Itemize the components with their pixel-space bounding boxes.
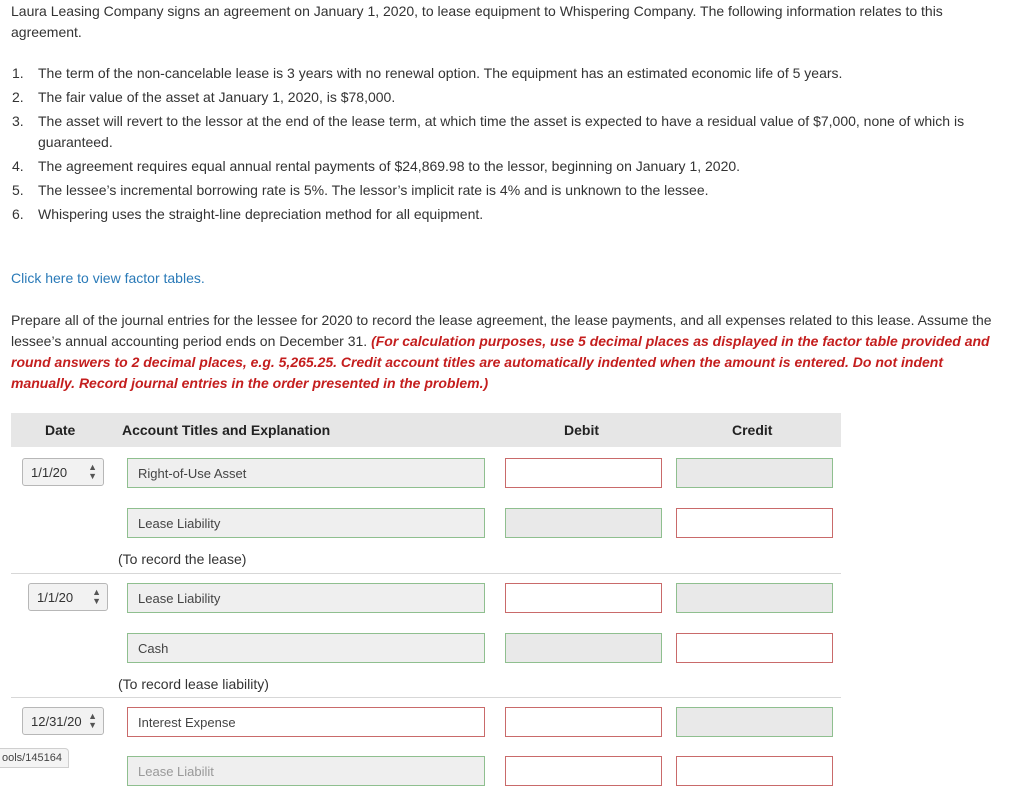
debit-amount-input[interactable] (505, 508, 662, 538)
instructions (11, 310, 1006, 394)
date-value: 12/31/20 (31, 714, 82, 729)
list-item (12, 87, 1002, 108)
select-arrows-icon: ▲ ▼ (88, 462, 97, 481)
list-item (12, 204, 1002, 225)
instructions-text: Prepare all of the journal entries for the lessee for 2020 to record the lease agreement, the lease payments, and all expenses related to this lease. Assume the lessee’s annual accounting period ends on December 31. (11, 312, 992, 349)
item-number: 2. (12, 89, 24, 105)
item-text: Whispering uses the straight-line depreciation method for all equipment. (38, 206, 484, 222)
item-text: The asset will revert to the lessor at the end of the lease term, at which time the asset is expected to have a residual value of $7,000, none of which is guaranteed. (38, 113, 965, 150)
debit-account-input[interactable]: Right-of-Use Asset (127, 458, 485, 488)
list-item (12, 156, 1002, 177)
date-value: 1/1/20 (37, 590, 74, 605)
header-date: Date (45, 422, 76, 438)
list-item (12, 63, 1002, 84)
journal-table-header (11, 413, 841, 447)
debit-account-input[interactable]: Interest Expense (127, 707, 485, 737)
item-number: 6. (12, 206, 24, 222)
debit-amount-input[interactable] (505, 583, 662, 613)
facts-list (12, 63, 1002, 228)
list-item (12, 180, 1002, 201)
credit-amount-input[interactable] (676, 458, 833, 488)
credit-amount-input[interactable] (676, 633, 833, 663)
date-select[interactable] (28, 583, 108, 611)
item-number: 3. (12, 113, 24, 129)
item-text: The fair value of the asset at January 1, 2020, is $78,000. (38, 89, 396, 105)
item-number: 1. (12, 65, 24, 81)
entry-explanation: (To record the lease) (118, 551, 247, 567)
debit-amount-input[interactable] (505, 458, 662, 488)
credit-account-input[interactable]: Lease Liability (127, 508, 485, 538)
credit-amount-input[interactable] (676, 583, 833, 613)
item-number: 4. (12, 158, 24, 174)
header-credit: Credit (732, 422, 773, 438)
list-item (12, 111, 1002, 153)
item-number: 5. (12, 182, 24, 198)
date-select[interactable] (22, 707, 104, 735)
header-debit: Debit (564, 422, 599, 438)
credit-account-input[interactable]: Lease Liabilit (127, 756, 485, 786)
item-text: The term of the non-cancelable lease is 3 years with no renewal option. The equipment has an estimated economic life of 5 years. (38, 65, 843, 81)
credit-amount-input[interactable] (676, 707, 833, 737)
debit-account-input[interactable]: Lease Liability (127, 583, 485, 613)
status-url: ools/145164 (0, 748, 69, 768)
date-value: 1/1/20 (31, 465, 68, 480)
credit-account-input[interactable]: Cash (127, 633, 485, 663)
header-account: Account Titles and Explanation (122, 422, 331, 438)
select-arrows-icon: ▲ ▼ (92, 587, 101, 606)
item-text: The lessee’s incremental borrowing rate is 5%. The lessor’s implicit rate is 4% and is unknown to the lessee. (38, 182, 709, 198)
divider (11, 697, 841, 698)
problem-intro: Laura Leasing Company signs an agreement on January 1, 2020, to lease equipment to Whispering Company. The following information relates to this agreement. (11, 3, 943, 40)
date-select[interactable] (22, 458, 104, 486)
select-arrows-icon: ▲ ▼ (88, 711, 97, 730)
credit-amount-input[interactable] (676, 756, 833, 786)
credit-amount-input[interactable] (676, 508, 833, 538)
divider (11, 573, 841, 574)
instructions-note: (For calculation purposes, use 5 decimal places as displayed in the factor table provided and round answers to 2 decimal places, e.g. 5,265.25. Credit account titles are automatically indented when the amount is entered. Do not indent manually. Record journal entries in the order presented in the problem.) (11, 333, 990, 391)
debit-amount-input[interactable] (505, 756, 662, 786)
debit-amount-input[interactable] (505, 707, 662, 737)
debit-amount-input[interactable] (505, 633, 662, 663)
entry-explanation: (To record lease liability) (118, 676, 269, 692)
item-text: The agreement requires equal annual rental payments of $24,869.98 to the lessor, beginning on January 1, 2020. (38, 158, 741, 174)
factor-tables-link[interactable]: Click here to view factor tables. (11, 270, 205, 286)
